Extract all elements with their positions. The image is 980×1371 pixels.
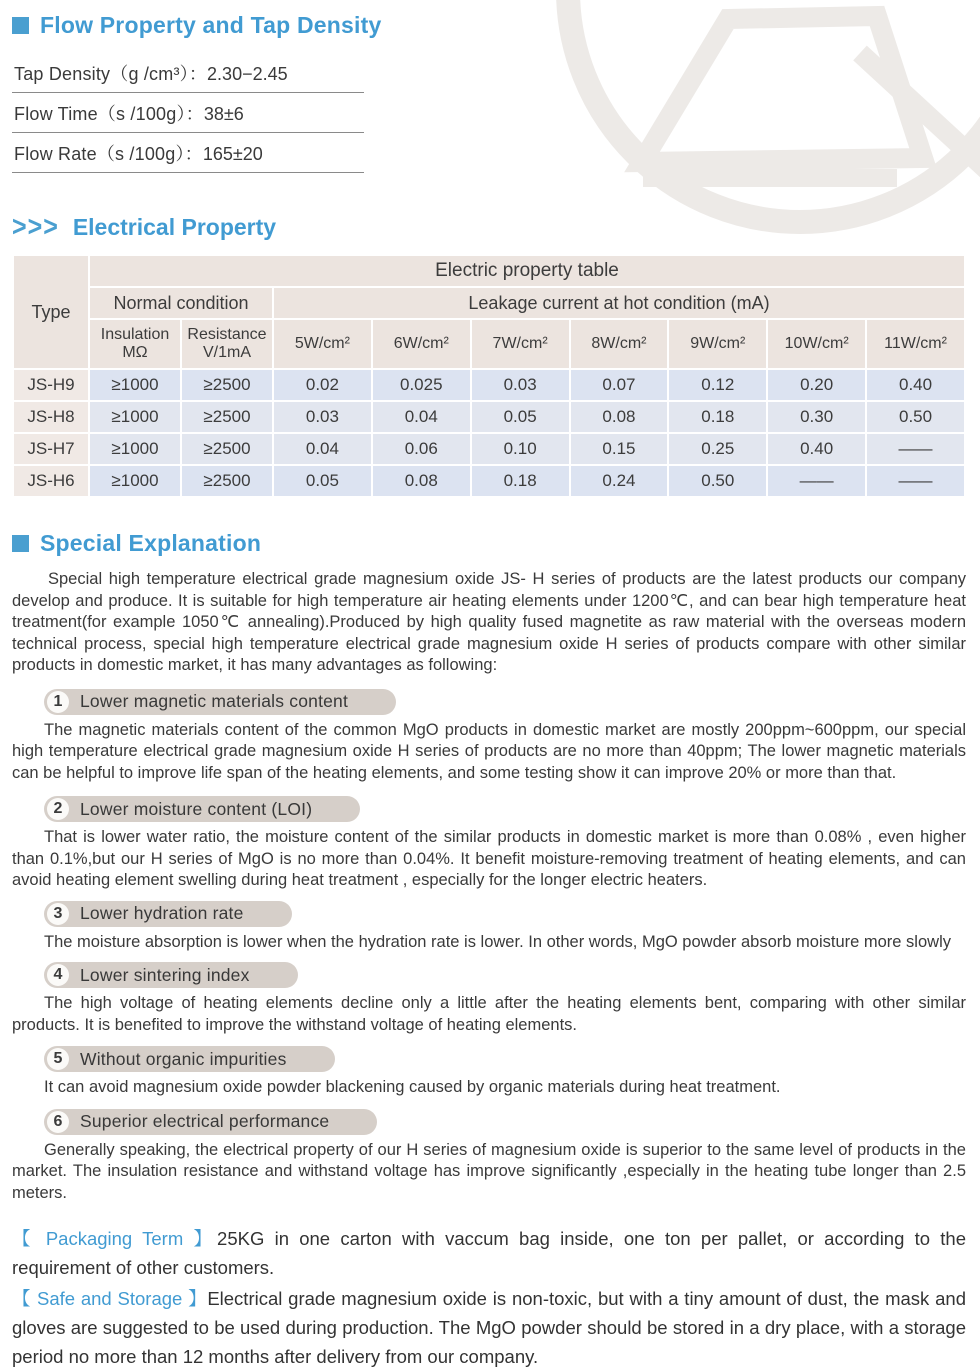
safe-storage-label: 【 Safe and Storage 】 (12, 1288, 208, 1309)
cell: —— (768, 466, 865, 496)
flow-row-value: 38±6 (203, 104, 244, 124)
col-header-insulation: Insulation MΩ (90, 320, 180, 368)
table-row (14, 402, 964, 432)
flow-row-label: Tap Density（g /cm³）： (14, 64, 208, 84)
cell: —— (867, 466, 964, 496)
cell: 0.05 (472, 402, 569, 432)
flow-section-title: Flow Property and Tap Density (40, 12, 382, 38)
item-title: Without organic impurities (80, 1048, 287, 1069)
table-row (14, 370, 964, 400)
item-6-heading (12, 1109, 966, 1135)
cell: 0.18 (669, 402, 766, 432)
col-header-10w: 10W/cm² (768, 320, 865, 368)
row-type: JS-H6 (14, 466, 88, 496)
cell: 0.06 (373, 434, 470, 464)
col-header-resistance: Resistance V/1mA (182, 320, 272, 368)
cell: ≥1000 (90, 370, 180, 400)
cell: 0.03 (472, 370, 569, 400)
item-title: Lower moisture content (LOI) (80, 798, 313, 819)
cell: ≥2500 (182, 466, 272, 496)
cell: ≥2500 (182, 402, 272, 432)
item-title: Lower hydration rate (80, 903, 244, 923)
row-type: JS-H9 (14, 370, 88, 400)
flow-row-flow-rate (12, 133, 364, 173)
item-5-body: It can avoid magnesium oxide powder blackening caused by organic materials during heat treatment. (44, 1078, 781, 1096)
terms-section (12, 1224, 966, 1371)
cell: ≥1000 (90, 434, 180, 464)
col-header-9w: 9W/cm² (669, 320, 766, 368)
cell: 0.04 (373, 402, 470, 432)
flow-row-value: 165±20 (202, 144, 263, 164)
row-type: JS-H7 (14, 434, 88, 464)
cell: 0.03 (274, 402, 371, 432)
item-1-heading (12, 689, 966, 715)
item-3-body: The moisture absorption is lower when the hydration rate is lower. In other words, MgO powder absorb moisture more slowly (44, 932, 951, 951)
col-header-type: Type (14, 256, 88, 368)
special-section-title: Special Explanation (40, 530, 262, 556)
cell: 0.25 (669, 434, 766, 464)
item-title: Lower sintering index (80, 964, 250, 985)
cell: 0.50 (669, 466, 766, 496)
cell: —— (867, 434, 964, 464)
col-header-7w: 7W/cm² (472, 320, 569, 368)
electrical-section-heading (12, 210, 966, 244)
item-6-body: Generally speaking, the electrical property of our H series of magnesium oxide is superior to the same level of products in the market. The insulation resistance and withstand voltage has improve significantly ,especially in the heating tube longer than 2.5 meters. (12, 1140, 966, 1202)
flow-row-label: Flow Rate（s /100g）： (14, 144, 203, 164)
item-number-badge: 6 (47, 1111, 69, 1133)
flow-row-label: Flow Time（s /100g）： (14, 104, 204, 124)
cell: 0.05 (274, 466, 371, 496)
cell: 0.20 (768, 370, 865, 400)
packaging-term-body: 25KG in one carton with vaccum bag inside, one ton per pallet, or according to the requirement of other customers. (12, 1228, 966, 1278)
packaging-term-paragraph (12, 1224, 966, 1282)
special-intro-paragraph: Special high temperature electrical grade magnesium oxide JS- H series of products are the latest products our company develop and produce. It is suitable for high temperature air heating elements under 1200℃, and can bear high temperature heat treatment(for example 1050℃ annealing).Produced by high quality fused magnetite as raw material with the overseas modern technical process, special high temperature electrical grade magnesium oxide H series of products compare with other similar products in domestic market, it has many advantages as following: (12, 570, 966, 674)
col-header-5w: 5W/cm² (274, 320, 371, 368)
heading-square-icon (12, 535, 29, 552)
cell: 0.40 (768, 434, 865, 464)
table-row (14, 434, 964, 464)
cell: 0.02 (274, 370, 371, 400)
table-row (14, 466, 964, 496)
cell: 0.12 (669, 370, 766, 400)
heading-square-icon (12, 17, 29, 34)
flow-row-tap-density (12, 53, 364, 93)
col-header-8w: 8W/cm² (571, 320, 668, 368)
special-section-heading (12, 530, 966, 557)
cell: 0.08 (571, 402, 668, 432)
flow-row-value: 2.30−2.45 (207, 64, 288, 84)
packaging-term-label: 【 Packaging Term 】 (12, 1228, 218, 1249)
cell: ≥1000 (90, 402, 180, 432)
item-2-heading (12, 796, 966, 822)
electrical-section-title: Electrical Property (72, 214, 277, 240)
flow-section-heading (12, 12, 966, 39)
cell: 0.025 (373, 370, 470, 400)
item-number-badge: 4 (47, 964, 69, 986)
electric-property-table (12, 254, 966, 498)
cell: 0.04 (274, 434, 371, 464)
item-number-badge: 1 (47, 691, 69, 713)
item-title: Superior electrical performance (80, 1111, 330, 1131)
table-title-cell: Electric property table (90, 256, 964, 286)
item-title: Lower magnetic materials content (80, 691, 349, 711)
cell: 0.30 (768, 402, 865, 432)
item-number-badge: 3 (47, 903, 69, 925)
row-type: JS-H8 (14, 402, 88, 432)
cell: 0.08 (373, 466, 470, 496)
col-header-normal-condition: Normal condition (90, 288, 272, 318)
cell: ≥1000 (90, 466, 180, 496)
item-number-badge: 2 (47, 798, 69, 820)
cell: 0.50 (867, 402, 964, 432)
item-5-heading (12, 1046, 966, 1072)
col-header-11w: 11W/cm² (867, 320, 964, 368)
item-2-body: That is lower water ratio, the moisture content of the similar products in domestic market is more than 0.08% , even higher than 0.1%,but our H series of MgO is no more than 0.04%. It benefit moisture-removing treatment of heating elements, and can avoid heating element swelling during heat treatment , especially for the longer electric heaters. (12, 828, 966, 889)
cell: 0.40 (867, 370, 964, 400)
safe-storage-paragraph (12, 1284, 966, 1371)
flow-property-table (12, 53, 364, 173)
cell: 0.07 (571, 370, 668, 400)
cell: 0.18 (472, 466, 569, 496)
item-4-heading (12, 962, 966, 988)
item-4-body: The high voltage of heating elements decline only a little after the heating elements bent, comparing with other similar products. It is benefited to improve the withstand voltage of heating elements. (12, 994, 966, 1034)
cell: ≥2500 (182, 434, 272, 464)
col-header-leakage: Leakage current at hot condition (mA) (274, 288, 964, 318)
triple-chevron-icon: >>> (12, 210, 59, 244)
cell: 0.24 (571, 466, 668, 496)
cell: 0.15 (571, 434, 668, 464)
flow-row-flow-time (12, 93, 364, 133)
cell: 0.10 (472, 434, 569, 464)
item-1-body: The magnetic materials content of the common MgO products in domestic market are mostly 200ppm~600ppm, our special high temperature electrical grade magnesium oxide H series of products are no more than 40ppm; The lower magnetic materials can be helpful to improve life span of the heating elements, and some testing show it can improve 20% or more than that. (12, 720, 966, 782)
item-3-heading (12, 901, 966, 927)
col-header-6w: 6W/cm² (373, 320, 470, 368)
cell: ≥2500 (182, 370, 272, 400)
safe-storage-body: Electrical grade magnesium oxide is non-toxic, but with a tiny amount of dust, the mask and gloves are suggested to be used during production. The MgO powder should be stored in a dry place, with a storage period no more than 12 months after delivery from our company. (12, 1288, 966, 1367)
item-number-badge: 5 (47, 1048, 69, 1070)
